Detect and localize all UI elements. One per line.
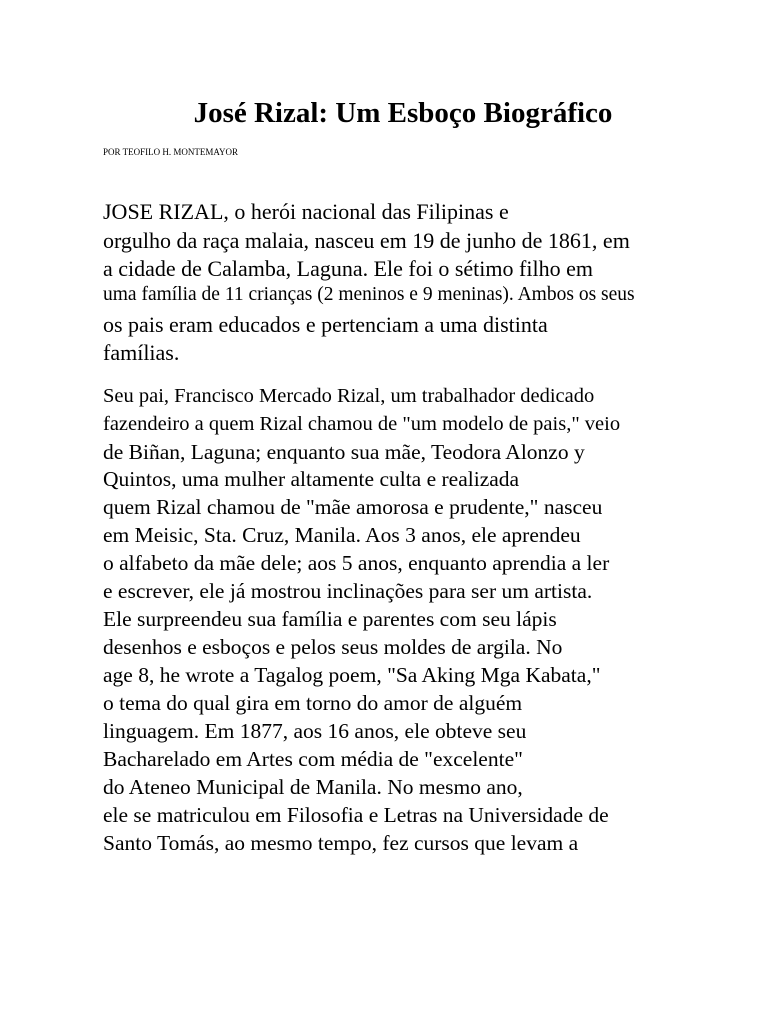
text-line: Bacharelado em Artes com média de "excelente" <box>103 747 523 771</box>
text-line: Ele surpreendeu sua família e parentes com seu lápis <box>103 607 557 631</box>
text-line: em Meisic, Sta. Cruz, Manila. Aos 3 anos, ele aprendeu <box>103 523 581 547</box>
document-title: José Rizal: Um Esboço Biográfico <box>193 97 613 129</box>
text-line: e escrever, ele já mostrou inclinações para ser um artista. <box>103 579 593 603</box>
text-line: o tema do qual gira em torno do amor de alguém <box>103 691 523 715</box>
text-line: a cidade de Calamba, Laguna. Ele foi o sétimo filho em <box>103 256 593 281</box>
text-line: ele se matriculou em Filosofia e Letras na Universidade de <box>103 803 609 827</box>
text-line: de Biñan, Laguna; enquanto sua mãe, Teodora Alonzo y <box>103 440 585 464</box>
text-line: o alfabeto da mãe dele; aos 5 anos, enquanto aprendia a ler <box>103 551 610 575</box>
text-line: os pais eram educados e pertenciam a uma distinta <box>103 312 548 337</box>
text-line: JOSE RIZAL, o herói nacional das Filipinas e <box>103 199 509 224</box>
text-line: do Ateneo Municipal de Manila. No mesmo ano, <box>103 775 523 799</box>
text-line: orgulho da raça malaia, nasceu em 19 de junho de 1861, em <box>103 228 630 253</box>
text-line: uma família de 11 crianças (2 meninos e 9 meninas). Ambos os seus <box>103 284 635 305</box>
text-line: famílias. <box>103 340 180 365</box>
text-line: Seu pai, Francisco Mercado Rizal, um trabalhador dedicado <box>103 385 595 407</box>
text-line: desenhos e esboços e pelos seus moldes de argila. No <box>103 635 563 659</box>
text-line: fazendeiro a quem Rizal chamou de "um modelo de pais," veio <box>103 413 621 435</box>
author-byline: POR TEOFILO H. MONTEMAYOR <box>103 147 239 157</box>
text-line: Santo Tomás, ao mesmo tempo, fez cursos que levam a <box>103 831 579 855</box>
text-line: linguagem. Em 1877, aos 16 anos, ele obteve seu <box>103 719 527 743</box>
text-line: Quintos, uma mulher altamente culta e realizada <box>103 467 520 491</box>
text-line: age 8, he wrote a Tagalog poem, "Sa Aking Mga Kabata," <box>103 663 601 687</box>
text-line: quem Rizal chamou de "mãe amorosa e prudente," nasceu <box>103 495 603 519</box>
